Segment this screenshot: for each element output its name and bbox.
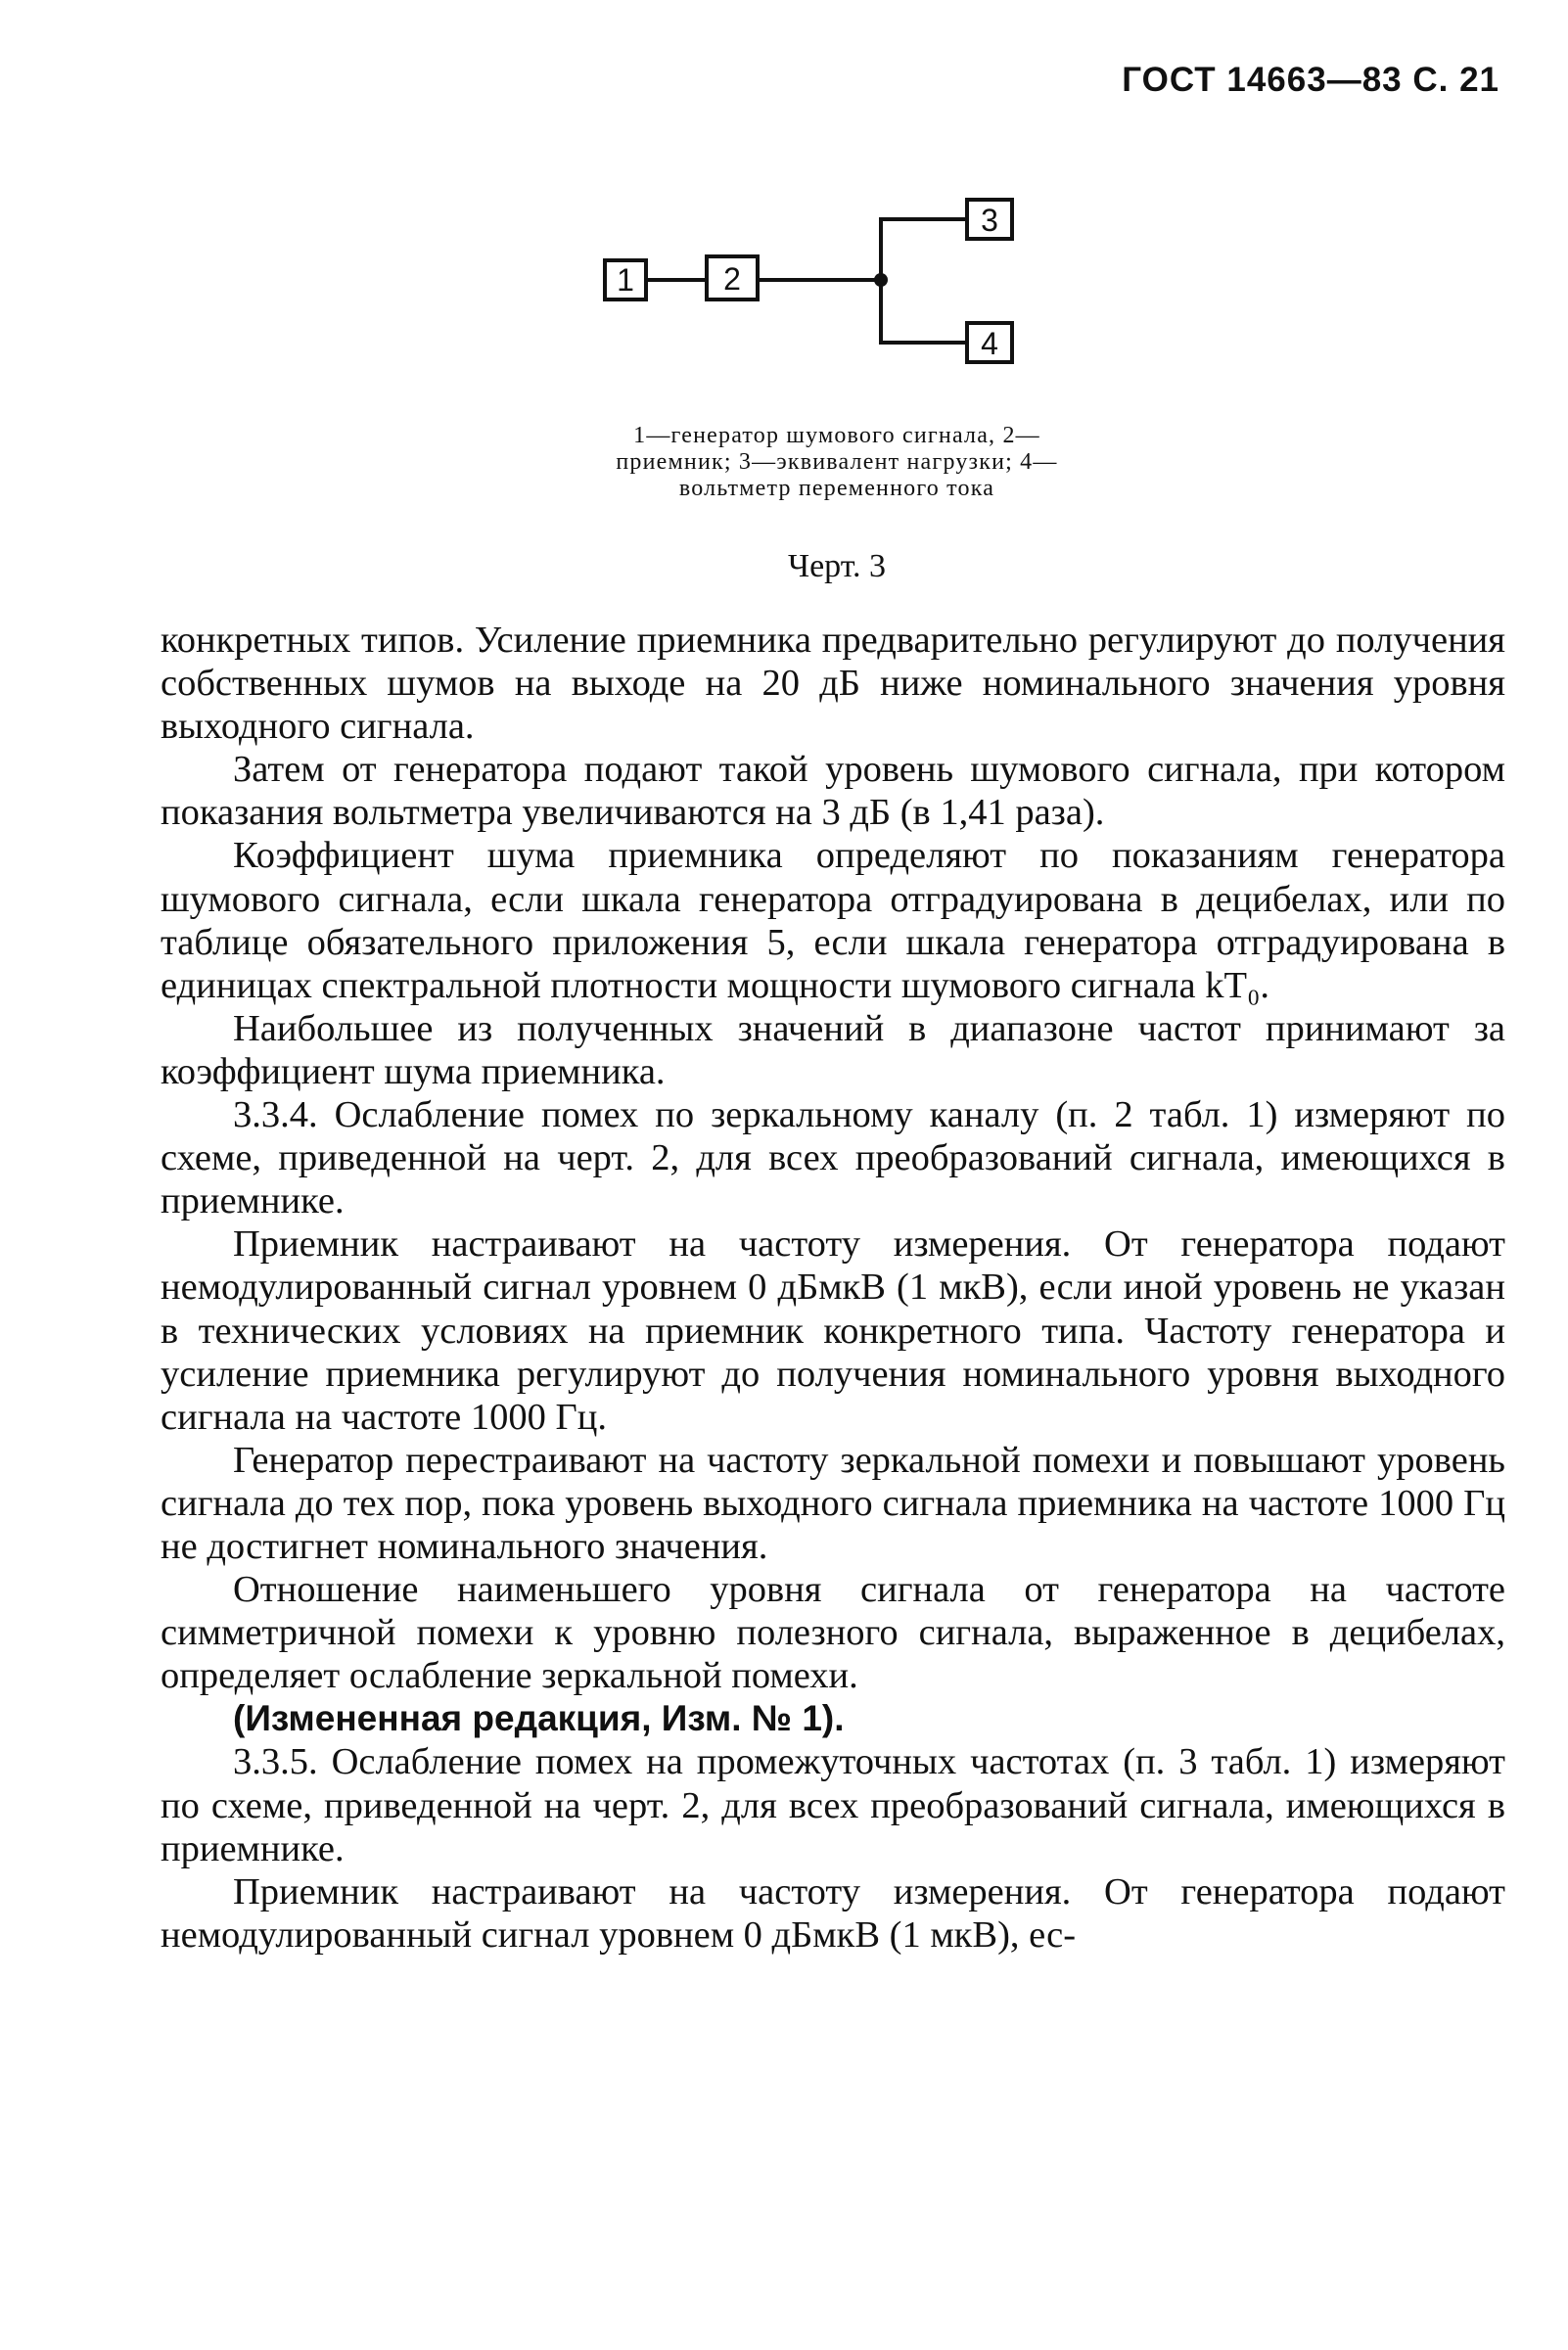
block-3-label: 3 xyxy=(981,203,998,238)
paragraph: Генератор перестраивают на частоту зеркальной помехи и повышают уровень сигнала до тех пор, пока уровень выходного сигнала приемника на частоте 1000 Гц не достигнет номинального значения. xyxy=(161,1439,1505,1567)
line-node-4 xyxy=(881,280,967,343)
paragraph: конкретных типов. Усиление приемника предварительно регулируют до получения собственных шумов на выходе на 20 дБ ниже номинального значения уровня выходного сигнала. xyxy=(161,620,1505,748)
figure-title: Черт. 3 xyxy=(787,548,887,584)
block-2-label: 2 xyxy=(723,261,741,297)
body-text xyxy=(161,619,1505,1957)
paragraph: Отношение наименьшего уровня сигнала от генератора на частоте симметричной помехи к уровню полезного сигнала, выраженное в децибелах, определяет ослабление зеркальной помехи. xyxy=(161,1569,1505,1697)
block-4-label: 4 xyxy=(981,326,998,361)
paragraph: Затем от генератора подают такой уровень шумового сигнала, при котором показания вольтметра увеличиваются на 3 дБ (в 1,41 раза). xyxy=(161,749,1505,834)
paragraph: Коэффициент шума приемника определяют по показаниям генератора шумового сигнала, если шкала генератора отградуирована в децибелах, или по таблице обязательного приложения 5, если шкала генератора отградуирована в единицах спектральной плотности мощности шумового сигнала kT₀. xyxy=(161,835,1505,1006)
block-diagram-svg xyxy=(587,174,1028,399)
amendment-note: (Измененная редакция, Изм. № 1). xyxy=(233,1698,845,1739)
block-diagram xyxy=(587,174,1028,404)
paragraph: Наибольшее из полученных значений в диапазоне частот принимают за коэффициент шума приемника. xyxy=(161,1007,1505,1092)
section-3-3-5: 3.3.5. Ослабление помех на промежуточных частотах (п. 3 табл. 1) измеряют по схеме, приведенной на черт. 2, для всех преобразований сигнала, имеющихся в приемнике. xyxy=(161,1741,1505,1869)
line-node-3 xyxy=(881,219,967,280)
block-1-label: 1 xyxy=(617,262,634,298)
paragraph: Приемник настраивают на частоту измерения. От генератора подают немодулированный сигнал уровнем 0 дБмкВ (1 мкВ), ес- xyxy=(161,1870,1505,1956)
junction-node xyxy=(874,273,888,287)
page-header: ГОСТ 14663—83 С. 21 xyxy=(1122,61,1499,99)
paragraph: Приемник настраивают на частоту измерения. От генератора подают немодулированный сигнал уровнем 0 дБмкВ (1 мкВ), если иной уровень не указан в технических условиях на приемник конкретного типа. Частоту генератора и усиление приемника регулируют до получения номинального уровня выходного сигнала на частоте 1000 Гц. xyxy=(161,1223,1505,1438)
section-3-3-4: 3.3.4. Ослабление помех по зеркальному каналу (п. 2 табл. 1) измеряют по схеме, приведенной на черт. 2, для всех преобразований сигнала, имеющихся в приемнике. xyxy=(161,1094,1505,1222)
figure-caption: 1—генератор шумового сигнала, 2—приемник; 3—эквивалент нагрузки; 4—вольтметр переменного тока xyxy=(616,423,1058,501)
